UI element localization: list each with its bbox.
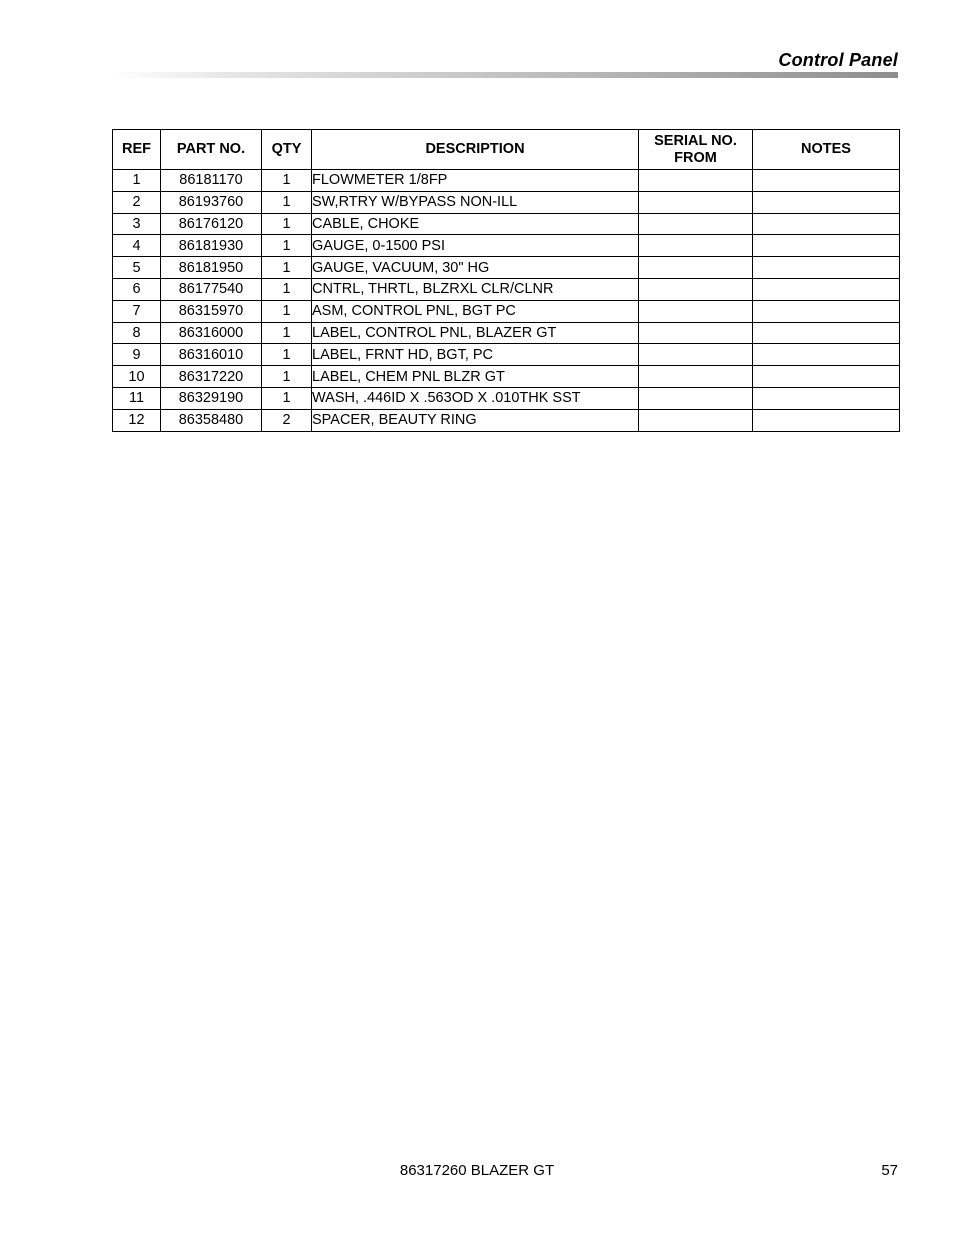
cell-ref: 12 [113, 409, 161, 431]
cell-notes [753, 278, 900, 300]
footer-document-title: 86317260 BLAZER GT [399, 1162, 555, 1179]
cell-part-no: 86358480 [161, 409, 262, 431]
cell-description: GAUGE, 0-1500 PSI [312, 235, 639, 257]
cell-qty: 1 [262, 235, 312, 257]
cell-part-no: 86316000 [161, 322, 262, 344]
cell-serial-no-from [639, 344, 753, 366]
cell-serial-no-from [639, 213, 753, 235]
header-description: DESCRIPTION [312, 130, 639, 170]
cell-description: GAUGE, VACUUM, 30" HG [312, 257, 639, 279]
table-row [113, 257, 900, 279]
cell-part-no: 86176120 [161, 213, 262, 235]
cell-description: LABEL, FRNT HD, BGT, PC [312, 344, 639, 366]
table-header-row [113, 130, 900, 170]
header-serial-no-from [639, 130, 753, 170]
cell-qty: 1 [262, 257, 312, 279]
cell-serial-no-from [639, 409, 753, 431]
table-row [113, 213, 900, 235]
cell-part-no: 86177540 [161, 278, 262, 300]
cell-qty: 1 [262, 213, 312, 235]
cell-serial-no-from [639, 387, 753, 409]
cell-serial-no-from [639, 322, 753, 344]
cell-part-no: 86181170 [161, 170, 262, 192]
table-row [113, 170, 900, 192]
cell-serial-no-from [639, 366, 753, 388]
parts-table [112, 129, 900, 432]
table-row [113, 344, 900, 366]
cell-description: SPACER, BEAUTY RING [312, 409, 639, 431]
cell-ref: 10 [113, 366, 161, 388]
cell-serial-no-from [639, 170, 753, 192]
cell-part-no: 86181950 [161, 257, 262, 279]
cell-notes [753, 409, 900, 431]
cell-notes [753, 213, 900, 235]
cell-notes [753, 257, 900, 279]
cell-part-no: 86193760 [161, 191, 262, 213]
cell-serial-no-from [639, 300, 753, 322]
cell-ref: 2 [113, 191, 161, 213]
cell-description: SW,RTRY W/BYPASS NON-ILL [312, 191, 639, 213]
cell-notes [753, 300, 900, 322]
cell-serial-no-from [639, 235, 753, 257]
cell-notes [753, 387, 900, 409]
cell-ref: 5 [113, 257, 161, 279]
table-row [113, 191, 900, 213]
header-serial-line1: SERIAL NO. [654, 132, 737, 149]
cell-ref: 7 [113, 300, 161, 322]
cell-notes [753, 235, 900, 257]
cell-qty: 2 [262, 409, 312, 431]
parts-table-body [113, 170, 900, 432]
section-title: Control Panel [778, 50, 898, 70]
header-part-no: PART NO. [161, 130, 262, 170]
header-ref: REF [113, 130, 161, 170]
header-qty: QTY [262, 130, 312, 170]
cell-description: CABLE, CHOKE [312, 213, 639, 235]
cell-qty: 1 [262, 191, 312, 213]
cell-qty: 1 [262, 322, 312, 344]
cell-description: FLOWMETER 1/8FP [312, 170, 639, 192]
cell-qty: 1 [262, 300, 312, 322]
cell-notes [753, 366, 900, 388]
cell-serial-no-from [639, 191, 753, 213]
table-row [113, 322, 900, 344]
cell-ref: 4 [113, 235, 161, 257]
cell-part-no: 86317220 [161, 366, 262, 388]
cell-qty: 1 [262, 278, 312, 300]
cell-ref: 9 [113, 344, 161, 366]
table-row [113, 366, 900, 388]
header-notes: NOTES [753, 130, 900, 170]
cell-ref: 3 [113, 213, 161, 235]
table-row [113, 235, 900, 257]
table-row [113, 387, 900, 409]
cell-serial-no-from [639, 278, 753, 300]
table-row [113, 278, 900, 300]
cell-notes [753, 344, 900, 366]
cell-description: WASH, .446ID X .563OD X .010THK SST [312, 387, 639, 409]
cell-description: LABEL, CONTROL PNL, BLAZER GT [312, 322, 639, 344]
cell-description: ASM, CONTROL PNL, BGT PC [312, 300, 639, 322]
cell-description: LABEL, CHEM PNL BLZR GT [312, 366, 639, 388]
cell-description: CNTRL, THRTL, BLZRXL CLR/CLNR [312, 278, 639, 300]
cell-ref: 1 [113, 170, 161, 192]
cell-qty: 1 [262, 366, 312, 388]
footer-page-number: 57 [881, 1162, 898, 1179]
cell-notes [753, 322, 900, 344]
cell-qty: 1 [262, 387, 312, 409]
table-row [113, 409, 900, 431]
cell-ref: 8 [113, 322, 161, 344]
cell-notes [753, 191, 900, 213]
cell-notes [753, 170, 900, 192]
cell-part-no: 86181930 [161, 235, 262, 257]
cell-part-no: 86329190 [161, 387, 262, 409]
cell-part-no: 86315970 [161, 300, 262, 322]
table-row [113, 300, 900, 322]
cell-part-no: 86316010 [161, 344, 262, 366]
header-serial-line2: FROM [674, 149, 717, 166]
cell-qty: 1 [262, 170, 312, 192]
cell-ref: 11 [113, 387, 161, 409]
title-rule [112, 72, 898, 78]
cell-ref: 6 [113, 278, 161, 300]
cell-qty: 1 [262, 344, 312, 366]
cell-serial-no-from [639, 257, 753, 279]
